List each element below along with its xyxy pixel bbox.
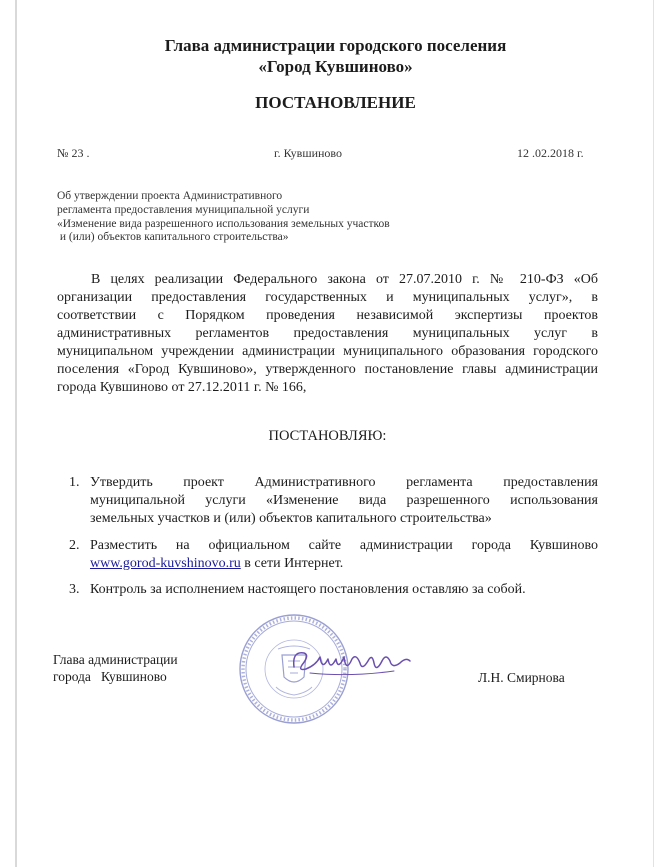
list-item-line [90,556,343,572]
preamble-line: административных регламентов предоставления муниципальных услуг в [57,326,598,341]
subject-line: и (или) объектов капитального строительства» [57,231,289,244]
preamble-line: В целях реализации Федерального закона от 27.07.2010 г. № 210-ФЗ «Об [91,272,598,287]
list-number: 1. [69,475,80,490]
list-item-line: земельных участков и (или) объектов капитального строительства» [90,511,492,526]
subject-line: Об утверждении проекта Административного [57,190,283,202]
resolve-heading: ПОСТАНОВЛЯЮ: [268,428,387,444]
list-item-line: Контроль за исполнением настоящего постановления оставляю за собой. [90,582,526,597]
preamble-line: организации предоставления государственных и муниципальных услуг», в [57,290,598,305]
list-number: 3. [69,582,80,597]
preamble-line: города Кувшиново от 27.12.2011 г. № 166, [57,380,307,395]
signer-position-line: города Кувшиново [53,669,167,684]
handwritten-signature [290,643,415,683]
signer-position-line: Глава администрации [53,652,178,667]
subject-block [57,190,390,245]
document-type: ПОСТАНОВЛЕНИЕ [255,93,416,112]
preamble-line: муниципальном учреждении администрации муниципального образования городского [57,344,598,359]
website-link[interactable]: www.gorod-kuvshinovo.ru [90,556,241,571]
list-number: 2. [69,538,80,553]
org-title-line1: Глава администрации городского поселения [164,36,507,55]
document-date: 12 .02.2018 г. [517,146,584,160]
link-tail: в сети Интернет. [240,556,344,571]
document-number: № 23 . [57,146,90,160]
subject-line: регламента предоставления муниципальной услуги [57,203,310,216]
list-item-line: муниципальной услуги «Изменение вида разрешенного использования [90,493,598,508]
list-item-line: Утвердить проект Административного регламента предоставления [90,475,598,490]
subject-line: «Изменение вида разрешенного использования земельных участков [57,217,390,230]
signer-name: Л.Н. Смирнова [478,670,565,685]
document-city: г. Кувшиново [274,146,343,160]
preamble-line: соответствии с Порядком проведения независимой экспертизы проектов [57,308,598,323]
preamble-line: поселения «Город Кувшиново», утвержденного постановление главы администрации [57,362,598,377]
list-item-line: Разместить на официальном сайте администрации города Кувшиново [90,538,598,553]
org-title-line2: «Город Кувшиново» [258,57,413,76]
signer-position [53,651,178,685]
